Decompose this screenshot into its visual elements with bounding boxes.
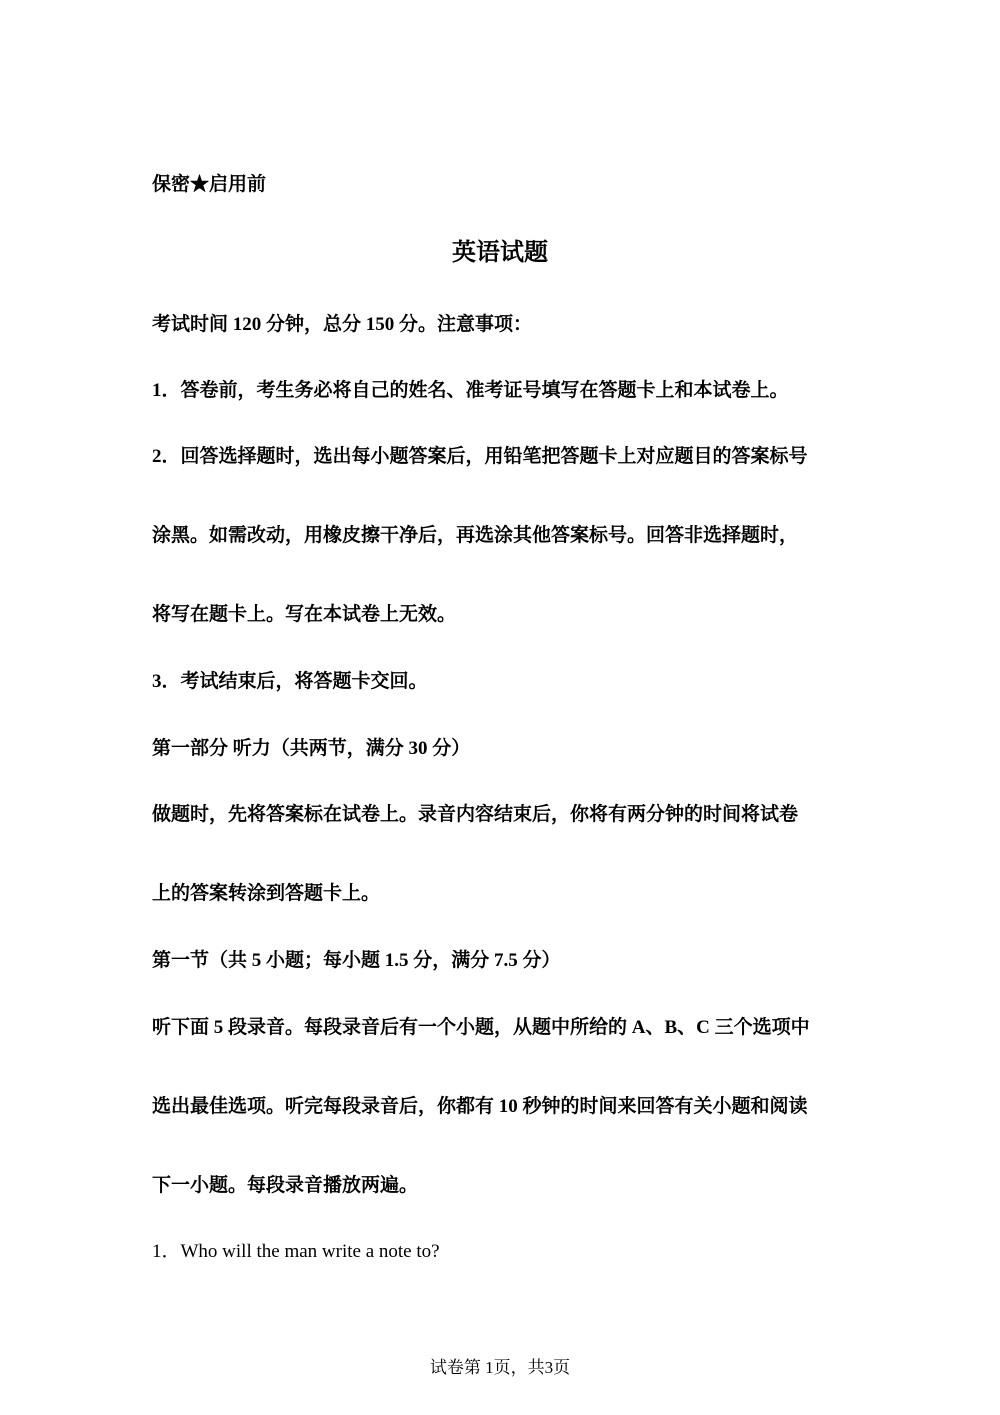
confidential-label: 保密★启用前	[152, 174, 267, 195]
part1-description-line-1: 做题时，先将答案标在试卷上。录音内容结束后，你将有两分钟的时间将试卷	[152, 804, 799, 825]
section1-description-line-2: 选出最佳选项。听完每段录音后，你都有 10 秒钟的时间来回答有关小题和阅读	[152, 1096, 808, 1117]
instruction-item-2-line-1: 2．回答选择题时，选出每小题答案后，用铅笔把答题卡上对应题目的答案标号	[152, 446, 808, 467]
section1-description-line-1: 听下面 5 段录音。每段录音后有一个小题，从题中所给的 A、B、C 三个选项中	[152, 1017, 810, 1038]
part1-heading: 第一部分 听力（共两节，满分 30 分）	[152, 738, 471, 759]
instruction-item-1: 1．答卷前，考生务必将自己的姓名、准考证号填写在答题卡上和本试卷上。	[152, 380, 789, 401]
exam-info: 考试时间 120 分钟，总分 150 分。注意事项：	[152, 314, 533, 335]
part1-description-line-2: 上的答案转涂到答题卡上。	[152, 883, 381, 904]
page-title: 英语试题	[452, 240, 548, 266]
instruction-item-2-line-2: 涂黑。如需改动，用橡皮擦干净后，再选涂其他答案标号。回答非选择题时，	[152, 525, 799, 546]
instruction-item-2-line-3: 将写在题卡上。写在本试卷上无效。	[152, 604, 457, 625]
instruction-item-3: 3．考试结束后，将答题卡交回。	[152, 671, 428, 692]
page-footer: 试卷第 1页，共3页	[429, 1358, 571, 1377]
section1-description-line-3: 下一小题。每段录音播放两遍。	[152, 1175, 419, 1196]
section1-heading: 第一节（共 5 小题；每小题 1.5 分，满分 7.5 分）	[152, 950, 561, 971]
question-1: 1．Who will the man write a note to?	[152, 1241, 440, 1262]
